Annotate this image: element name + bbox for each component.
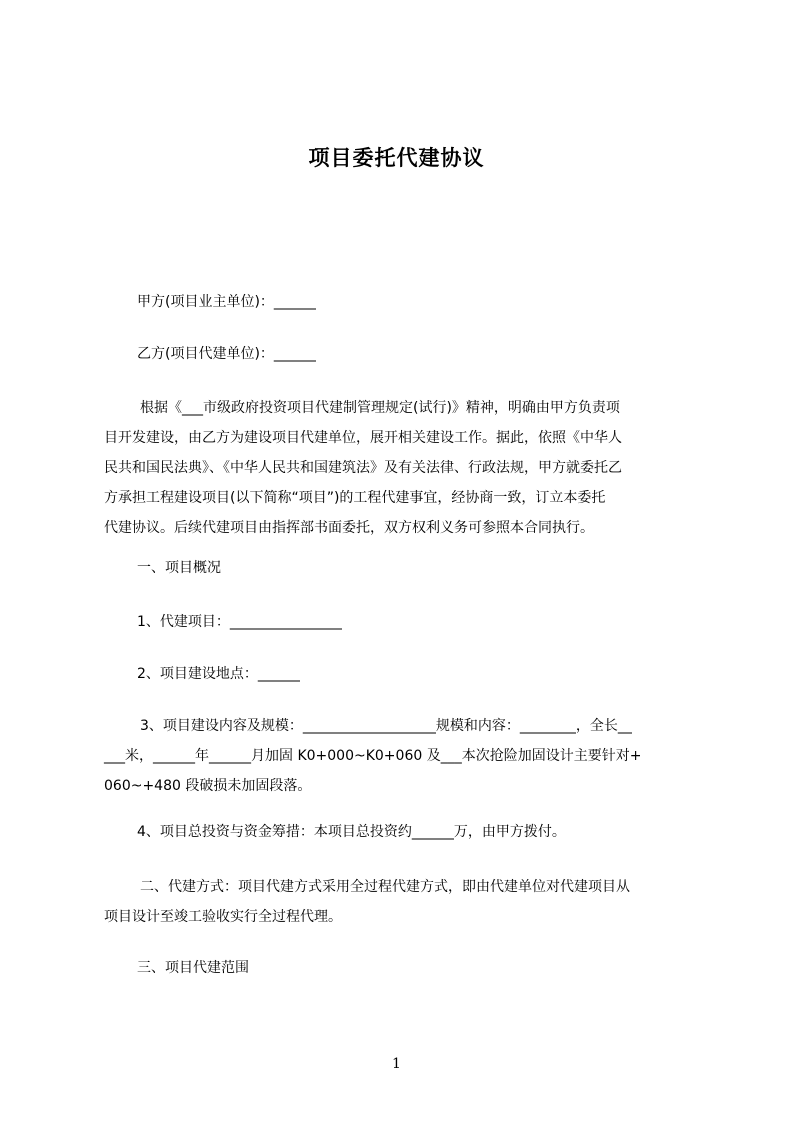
item-3-line: 3、项目建设内容及规模：___________________规模和内容：________，全长__ — [140, 718, 632, 734]
item-3-line: 060~+480 段破损未加固段落。 — [104, 778, 312, 794]
item-3-line: ___米，______年______月加固 K0+000~K0+060 及___本次抢险加固设计主要针对+ — [104, 748, 642, 764]
section-2-line: 二、代建方式：项目代建方式采用全过程代建方式，即由代建单位对代建项目从 — [140, 879, 630, 895]
item-2-line: 2、项目建设地点：______ — [137, 666, 300, 682]
party-a-line: 甲方(项目业主单位)：______ — [137, 294, 316, 310]
section-2-paragraph — [104, 872, 630, 932]
preamble-line: 根据《___市级政府投资项目代建制管理规定(试行)》精神，明确由甲方负责项 — [140, 400, 620, 416]
preamble-line: 方承担工程建设项目(以下简称“项目”)的工程代建事宜，经协商一致，订立本委托 — [104, 490, 606, 506]
document-title: 项目委托代建协议 — [308, 146, 485, 170]
preamble-paragraph — [104, 393, 622, 543]
section-2-line: 项目设计至竣工验收实行全过程代理。 — [104, 909, 342, 925]
preamble-line: 民共和国民法典》、《中华人民共和国建筑法》及有关法律、行政法规，甲方就委托乙 — [104, 460, 622, 476]
page-number: 1 — [392, 1056, 401, 1072]
section-1-heading: 一、项目概况 — [137, 560, 221, 576]
item-3-paragraph — [104, 711, 641, 801]
section-3-heading: 三、项目代建范围 — [137, 960, 249, 976]
item-4-line: 4、项目总投资与资金筹措：本项目总投资约______万，由甲方拨付。 — [137, 824, 566, 840]
party-b-line: 乙方(项目代建单位)：______ — [137, 346, 316, 362]
preamble-line: 目开发建设，由乙方为建设项目代建单位，展开相关建设工作。据此，依照《中华人 — [104, 430, 622, 446]
item-1-line: 1、代建项目：________________ — [137, 614, 342, 630]
preamble-line: 代建协议。后续代建项目由指挥部书面委托，双方权利义务可参照本合同执行。 — [104, 520, 594, 536]
